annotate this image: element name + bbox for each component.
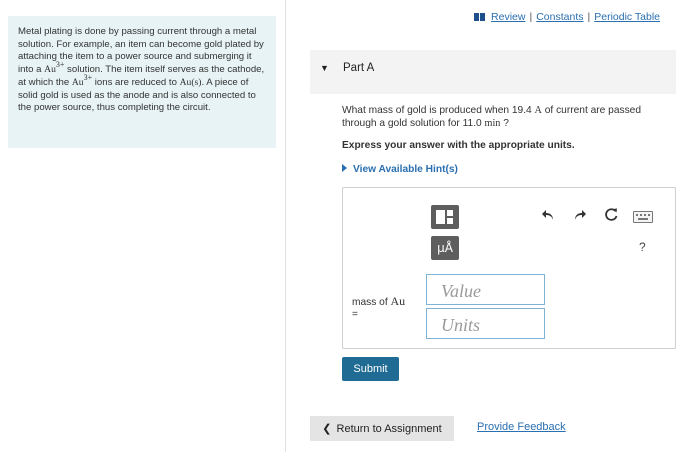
column-divider (285, 0, 286, 452)
keyboard-icon[interactable] (633, 211, 653, 223)
redo-icon[interactable] (573, 209, 587, 221)
periodic-table-link[interactable]: Periodic Table (594, 11, 660, 23)
ampere-unit: A (534, 105, 542, 116)
units-button[interactable]: μÅ (431, 236, 459, 260)
gold-ion-symbol: $Au^{3+}$ (44, 59, 65, 76)
help-icon[interactable]: ? (639, 240, 646, 254)
minute-unit: min (484, 118, 501, 129)
solid-gold-symbol: Au(s) (179, 76, 202, 88)
top-links (474, 11, 660, 23)
intro-text-3: ions are reduced to (92, 76, 180, 88)
constants-link[interactable]: Constants (536, 11, 584, 23)
answer-instructions: Express your answer with the appropriate units. (342, 140, 575, 151)
chevron-left-icon: ❮ (322, 423, 332, 435)
review-link[interactable]: Review (491, 11, 526, 23)
return-label: Return to Assignment (336, 422, 442, 435)
templates-icon (436, 210, 445, 224)
link-separator: | (529, 11, 533, 23)
provide-feedback-link[interactable]: Provide Feedback (477, 421, 566, 433)
link-separator: | (587, 11, 591, 23)
intro-text-1: Metal plating is done by passing current through a metal solution. For example, an item can become gold plated by attaching the item to a power source and submerging it into a (18, 26, 264, 76)
problem-intro-panel (8, 16, 276, 148)
question-text: What mass of gold is produced when 19.4 A of current are passed through a gold solution for 11.0 min ? (342, 105, 642, 129)
return-to-assignment-button[interactable] (310, 416, 454, 441)
review-book-icon (474, 13, 485, 21)
value-input[interactable] (426, 274, 545, 305)
part-title: Part A (343, 62, 375, 74)
answer-box (342, 187, 676, 349)
submit-button[interactable]: Submit (342, 357, 399, 381)
templates-button[interactable] (431, 205, 459, 229)
gold-symbol: Au (390, 294, 406, 308)
expand-triangle-icon (342, 164, 347, 172)
mass-label: mass of Au (352, 294, 406, 308)
undo-icon[interactable] (541, 209, 555, 221)
part-header[interactable] (310, 50, 676, 94)
view-hints-link[interactable] (342, 164, 458, 175)
view-hints-label: View Available Hint(s) (353, 164, 458, 175)
units-input[interactable] (426, 308, 545, 339)
reset-icon[interactable] (604, 207, 619, 222)
intro-text-2: solution. The item itself serves as the cathode, at which the (18, 64, 265, 88)
collapse-triangle-icon[interactable]: ▼ (320, 63, 329, 73)
intro-text-4: . A piece of solid gold is used as the anode and is also connected to the power source, thus completing the circuit. (18, 76, 256, 114)
gold-ion-symbol-2: $Au^{3+}$ (71, 72, 93, 88)
equals-sign: = (352, 309, 358, 320)
